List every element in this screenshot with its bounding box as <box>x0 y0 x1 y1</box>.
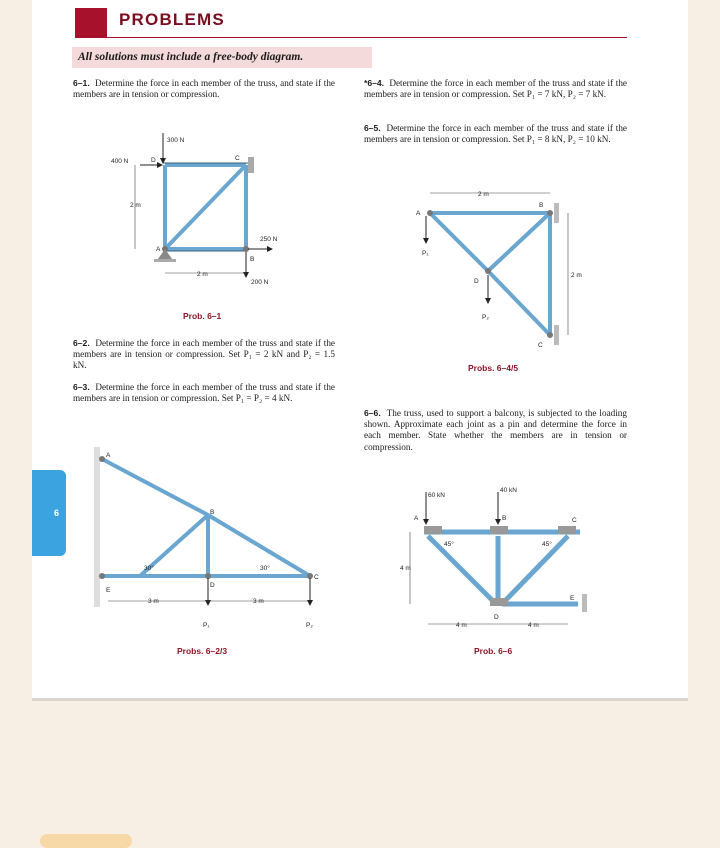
note-text: All solutions must include a free-body diagram. <box>78 51 304 63</box>
caption-6-6: Prob. 6–6 <box>474 646 513 656</box>
problem-number: 6–1. <box>73 78 90 88</box>
problem-6-5 <box>364 123 627 145</box>
problem-text: Determine the force in each member of the truss, and state if the members are in tension or compression. <box>73 78 335 100</box>
dim-width: 2 m <box>197 271 208 278</box>
chapter-tab-label: 6 <box>54 508 60 518</box>
joint-d: D <box>151 157 156 164</box>
wall <box>94 447 100 607</box>
dim-left: 3 m <box>148 598 159 605</box>
joint-a: A <box>156 246 161 253</box>
label-400n: 400 N <box>111 158 129 165</box>
joint-d: D <box>494 614 499 621</box>
problem-number: *6–4. <box>364 78 385 88</box>
problem-number: 6–2. <box>73 338 90 348</box>
dim-height: 2 m <box>130 202 141 209</box>
dim-right: 3 m <box>253 598 264 605</box>
angle-left: 30° <box>144 565 154 572</box>
joint-b: B <box>502 515 507 522</box>
load-p2: P₂ <box>306 622 313 629</box>
problem-6-6 <box>364 408 627 453</box>
caption-6-2-3: Probs. 6–2/3 <box>177 646 228 656</box>
problem-text: Determine the force in each member of the truss and state if the members are in tension or compression. Set P₁ = 8 kN, P₂ = 10 kN. <box>364 123 627 145</box>
label-250n: 250 N <box>260 236 278 243</box>
header-color-block <box>75 8 107 38</box>
angle-left: 45° <box>444 541 454 548</box>
problem-6-3 <box>73 382 335 404</box>
support-c <box>248 157 254 173</box>
load-60kn: 60 kN <box>428 492 445 499</box>
page-bottom-edge <box>32 698 688 701</box>
load-40kn: 40 kN <box>500 487 517 494</box>
joint-c: C <box>235 155 240 162</box>
joint-b: B <box>210 509 215 516</box>
joint-c: C <box>538 342 543 349</box>
dim-height: 4 m <box>400 565 411 572</box>
problem-number: 6–3. <box>73 382 90 392</box>
dim-left: 4 m <box>456 622 467 629</box>
angle-right: 45° <box>542 541 552 548</box>
dim-right: 2 m <box>571 272 582 279</box>
joint-c: C <box>314 574 319 581</box>
joint-e: E <box>570 595 575 602</box>
joint-e: E <box>106 587 111 594</box>
problem-text: Determine the force in each member of the truss and state if the members are in tension or compression. Set P₁ = P₂ = 4 kN. <box>73 382 335 404</box>
problem-text: Determine the force in each member of the truss and state if the members are in tension or compression. Set P₁ = 2 kN and P₂ = 1.5 kN. <box>73 338 335 371</box>
problem-text: The truss, used to support a balcony, is subjected to the loading shown. Approximate each joint as a pin and determine the force in each member. State whether the members are in tension or compression. <box>364 408 627 452</box>
joint-a: A <box>414 515 419 522</box>
load-p1: P₁ <box>203 622 210 629</box>
dim-top: 2 m <box>478 191 489 198</box>
figure-6-2-3 <box>88 437 328 637</box>
load-p1: P₁ <box>422 250 429 257</box>
label-200n: 200 N <box>251 279 269 286</box>
angle-right: 30° <box>260 565 270 572</box>
problem-6-2 <box>73 338 335 372</box>
caption-6-4-5: Probs. 6–4/5 <box>468 363 519 373</box>
label-300n: 300 N <box>167 137 185 144</box>
chapter-tab[interactable] <box>32 470 66 556</box>
caption-6-1: Prob. 6–1 <box>183 311 222 321</box>
header-rule <box>75 37 627 38</box>
joint-a: A <box>106 452 111 459</box>
load-p2: P₂ <box>482 314 489 321</box>
problem-6-1 <box>73 78 335 100</box>
joint-a: A <box>416 210 421 217</box>
joint-d: D <box>210 582 215 589</box>
bottom-decoration <box>40 834 132 848</box>
problem-number: 6–5. <box>364 123 381 133</box>
page-title: PROBLEMS <box>119 10 225 29</box>
figure-6-6 <box>398 480 598 635</box>
joint-d: D <box>474 278 479 285</box>
problem-number: 6–6. <box>364 408 381 418</box>
problem-6-4 <box>364 78 627 100</box>
joint-b: B <box>539 202 544 209</box>
figure-6-4-5 <box>408 185 608 350</box>
figure-6-1 <box>110 125 310 295</box>
joint-c: C <box>572 517 577 524</box>
problem-text: Determine the force in each member of the truss and state if the members are in tension or compression. Set P₁ = 7 kN, P₂ = 7 kN. <box>364 78 627 100</box>
dim-right: 4 m <box>528 622 539 629</box>
joint-b: B <box>250 256 255 263</box>
